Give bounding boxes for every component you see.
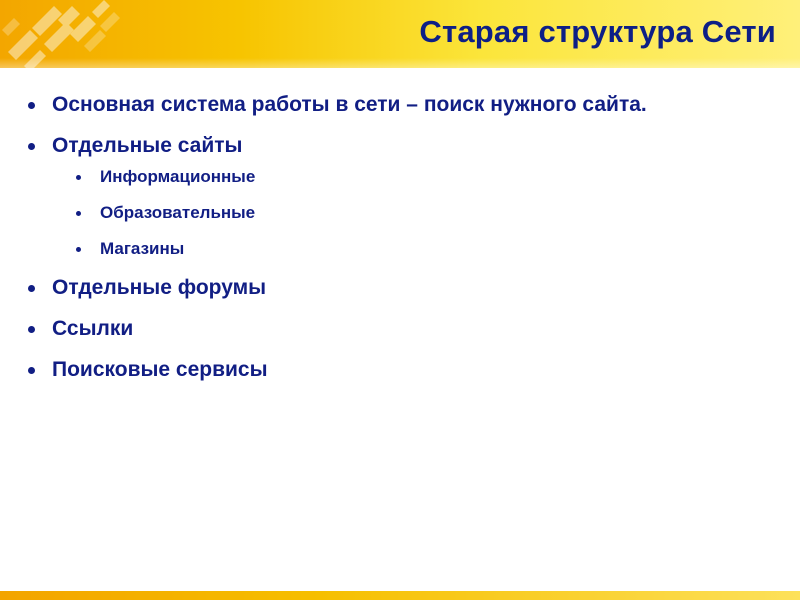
bullet-text: Поисковые сервисы xyxy=(52,358,268,381)
bullet-list xyxy=(28,92,768,383)
sub-bullet-item xyxy=(76,239,768,259)
bullet-item xyxy=(28,357,768,383)
bullet-dot-icon xyxy=(28,367,35,374)
content-area xyxy=(28,92,768,398)
footer-band xyxy=(0,591,800,600)
sub-bullet-dot-icon xyxy=(76,175,81,180)
bullet-item xyxy=(28,133,768,259)
sub-bullet-text: Магазины xyxy=(100,239,185,258)
bullet-text: Ссылки xyxy=(52,317,134,340)
sub-bullet-item xyxy=(76,167,768,187)
bullet-text: Отдельные форумы xyxy=(52,276,267,299)
sub-bullet-dot-icon xyxy=(76,211,81,216)
slide-title: Старая структура Сети xyxy=(419,14,776,49)
sub-bullet-text: Образовательные xyxy=(100,203,256,222)
bullet-dot-icon xyxy=(28,102,35,109)
sub-bullet-item xyxy=(76,203,768,223)
bullet-text: Основная система работы в сети – поиск нужного сайта. xyxy=(52,93,647,116)
sub-bullet-text: Информационные xyxy=(100,167,256,186)
bullet-text: Отдельные сайты xyxy=(52,134,243,157)
header-band xyxy=(0,0,800,68)
bullet-dot-icon xyxy=(28,143,35,150)
sub-bullet-list xyxy=(52,167,768,259)
bullet-item xyxy=(28,92,768,118)
bullet-item xyxy=(28,316,768,342)
logo-mark-icon xyxy=(0,0,130,68)
bullet-item xyxy=(28,275,768,301)
sub-bullet-dot-icon xyxy=(76,247,81,252)
bullet-dot-icon xyxy=(28,326,35,333)
bullet-dot-icon xyxy=(28,285,35,292)
